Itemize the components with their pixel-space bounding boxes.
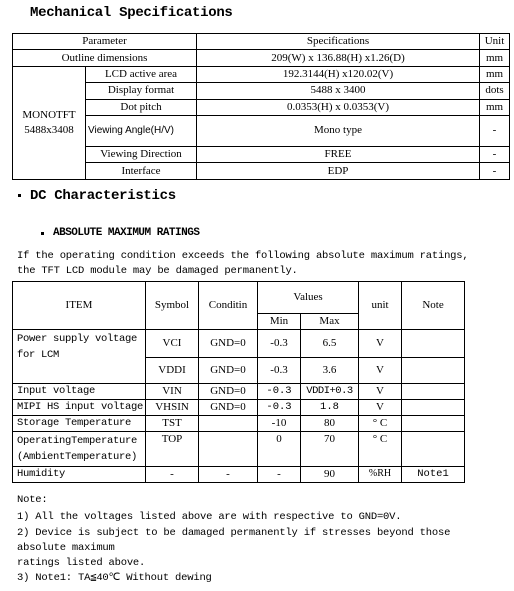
amr-condition: GND=0 <box>199 400 258 416</box>
absolute-maximum-ratings-table <box>12 281 465 483</box>
amr-max: 80 <box>301 416 359 432</box>
amr-row-input-voltage <box>13 384 465 400</box>
amr-symbol: VCI <box>146 330 199 358</box>
spec-label: Display format <box>86 83 197 99</box>
amr-min: -0.3 <box>258 358 301 384</box>
amr-header-unit: unit <box>359 282 402 330</box>
amr-max: 1.8 <box>301 400 359 416</box>
spec-label: Interface <box>86 163 197 179</box>
amr-header-condition: Conditin <box>199 282 258 330</box>
amr-max: 90 <box>301 466 359 482</box>
amr-item: Humidity <box>13 466 146 482</box>
spec-unit: mm <box>480 50 510 66</box>
spec-header-parameter: Parameter <box>13 34 197 50</box>
amr-unit: V <box>359 330 402 358</box>
amr-unit: V <box>359 384 402 400</box>
amr-note <box>402 358 465 384</box>
amr-min: -10 <box>258 416 301 432</box>
spec-header-specifications: Specifications <box>197 34 480 50</box>
spec-unit: - <box>480 115 510 146</box>
note-2-line-2: absolute maximum <box>17 542 115 554</box>
amr-note: Note1 <box>402 466 465 482</box>
mechanical-specifications-title: Mechanical Specifications <box>30 5 233 21</box>
notes-heading: Note: <box>17 494 48 506</box>
dc-bullet <box>18 194 21 197</box>
spec-label: Viewing Direction <box>86 146 197 162</box>
amr-min: -0.3 <box>258 330 301 358</box>
amr-row-humidity <box>13 466 465 482</box>
note-2-line-3: ratings listed above. <box>17 557 146 569</box>
amr-symbol: - <box>146 466 199 482</box>
amr-header-row <box>13 282 465 314</box>
amr-min: - <box>258 466 301 482</box>
amr-max: VDDI+0.3 <box>301 384 359 400</box>
spec-row-display-format <box>13 83 510 99</box>
amr-item-power-supply: Power supply voltage for LCM <box>13 330 146 384</box>
amr-max: 70 <box>301 432 359 467</box>
spec-value: EDP <box>197 163 480 179</box>
amr-header-symbol: Symbol <box>146 282 199 330</box>
spec-row-active-area <box>13 66 510 82</box>
spec-value: FREE <box>197 146 480 162</box>
amr-symbol: VIN <box>146 384 199 400</box>
spec-unit: mm <box>480 99 510 115</box>
spec-row-outline <box>13 50 510 66</box>
note-3: 3) Note1: TA≦40℃ Without dewing <box>17 572 212 584</box>
amr-note <box>402 384 465 400</box>
amr-header-max: Max <box>301 314 359 330</box>
amr-row-storage-temp <box>13 416 465 432</box>
amr-symbol: TOP <box>146 432 199 467</box>
amr-row-operating-temp <box>13 432 465 467</box>
amr-min: 0 <box>258 432 301 467</box>
amr-unit: ° C <box>359 416 402 432</box>
amr-item: OperatingTemperature (AmbientTemperature) <box>13 432 146 467</box>
spec-row-dot-pitch <box>13 99 510 115</box>
amr-bullet <box>41 232 44 235</box>
amr-item: Storage Temperature <box>13 416 146 432</box>
amr-min: -0.3 <box>258 400 301 416</box>
amr-header-note: Note <box>402 282 465 330</box>
note-2-line-1: 2) Device is subject to be damaged permanently if stresses beyond those <box>17 527 451 539</box>
amr-unit: V <box>359 400 402 416</box>
amr-condition: GND=0 <box>199 358 258 384</box>
spec-value: 0.0353(H) x 0.0353(V) <box>197 99 480 115</box>
amr-header-values: Values <box>258 282 359 314</box>
amr-unit: %RH <box>359 466 402 482</box>
spec-header-row <box>13 34 510 50</box>
spec-value: 209(W) x 136.88(H) x1.26(D) <box>197 50 480 66</box>
spec-label: Outline dimensions <box>13 50 197 66</box>
amr-header-item: ITEM <box>13 282 146 330</box>
amr-symbol: VHSIN <box>146 400 199 416</box>
amr-condition: - <box>199 466 258 482</box>
spec-value: Mono type <box>197 115 480 146</box>
amr-item: Input voltage <box>13 384 146 400</box>
spec-unit: mm <box>480 66 510 82</box>
amr-note <box>402 400 465 416</box>
absolute-maximum-ratings-title: ABSOLUTE MAXIMUM RATINGS <box>53 227 200 239</box>
spec-unit: - <box>480 163 510 179</box>
amr-row-vci <box>13 330 465 358</box>
note-1: 1) All the voltages listed above are with respective to GND=0V. <box>17 511 402 523</box>
dc-characteristics-title: DC Characteristics <box>30 188 176 204</box>
amr-intro-line-2: the TFT LCD module may be damaged permanently. <box>17 265 298 277</box>
amr-max: 3.6 <box>301 358 359 384</box>
spec-value: 5488 x 3400 <box>197 83 480 99</box>
spec-row-viewing-direction <box>13 146 510 162</box>
amr-condition <box>199 416 258 432</box>
amr-item: MIPI HS input voltage <box>13 400 146 416</box>
spec-label: Viewing Angle(H/V) <box>86 115 197 146</box>
amr-min: -0.3 <box>258 384 301 400</box>
spec-row-viewing-angle <box>13 115 510 146</box>
amr-intro-line-1: If the operating condition exceeds the following absolute maximum ratings, <box>17 250 469 262</box>
mechanical-spec-table <box>12 33 510 180</box>
amr-row-mipi <box>13 400 465 416</box>
spec-model-cell: MONOTFT 5488x3408 <box>13 66 86 179</box>
spec-unit: dots <box>480 83 510 99</box>
amr-condition: GND=0 <box>199 384 258 400</box>
spec-header-unit: Unit <box>480 34 510 50</box>
amr-condition <box>199 432 258 467</box>
amr-header-min: Min <box>258 314 301 330</box>
amr-symbol: VDDI <box>146 358 199 384</box>
spec-value: 192.3144(H) x120.02(V) <box>197 66 480 82</box>
amr-symbol: TST <box>146 416 199 432</box>
spec-row-interface <box>13 163 510 179</box>
spec-label: Dot pitch <box>86 99 197 115</box>
amr-note <box>402 330 465 358</box>
amr-note <box>402 432 465 467</box>
amr-max: 6.5 <box>301 330 359 358</box>
amr-unit: ° C <box>359 432 402 467</box>
amr-unit: V <box>359 358 402 384</box>
spec-unit: - <box>480 146 510 162</box>
amr-note <box>402 416 465 432</box>
amr-condition: GND=0 <box>199 330 258 358</box>
spec-label: LCD active area <box>86 66 197 82</box>
